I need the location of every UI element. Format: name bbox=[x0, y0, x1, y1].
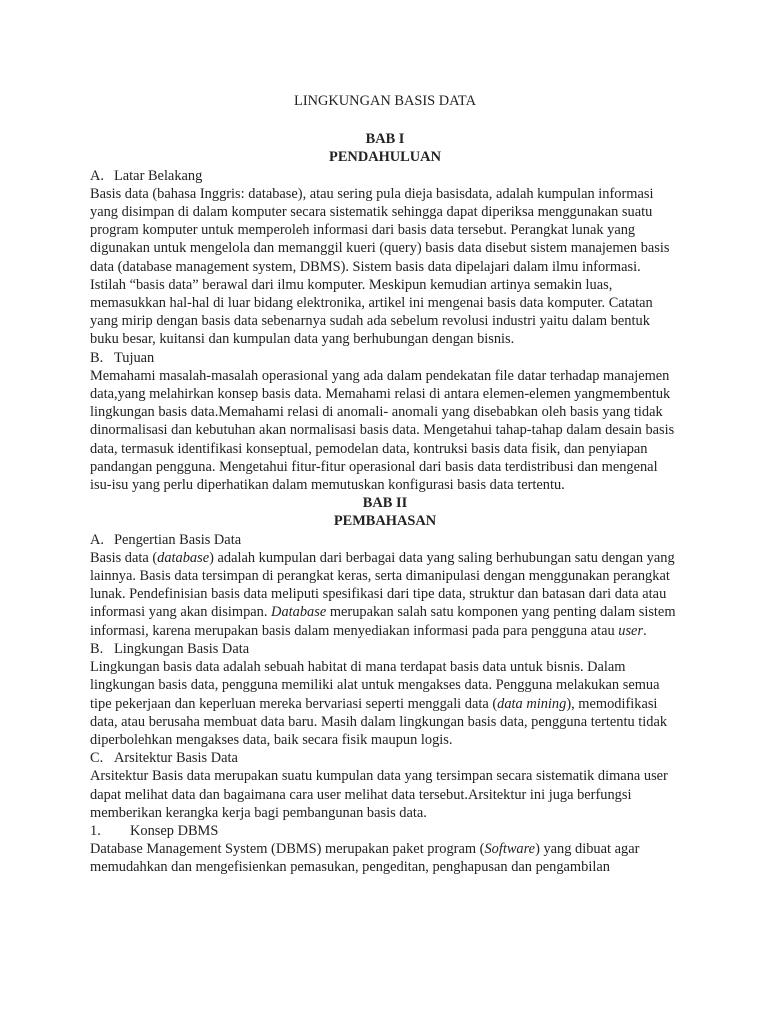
section-letter: C. bbox=[90, 750, 104, 767]
document-page bbox=[90, 92, 680, 877]
paragraph: Arsitektur Basis data merupakan suatu kumpulan data yang tersimpan secara sistematik dimana user dapat melihat data dan bagaimana cara user melihat data tersebut.Arsitektur ini juga berfungsi memberikan kerangka kerja bagi pembangunan basis data. bbox=[90, 768, 668, 821]
text-run: Basis data ( bbox=[90, 549, 158, 566]
section-letter: A. bbox=[90, 531, 104, 548]
section-title: Lingkungan Basis Data bbox=[114, 640, 250, 657]
paragraph: Basis data (bahasa Inggris: database), atau sering pula dieja basisdata, adalah kumpulan informasi yang disimpan di dalam komputer secara sistematik sehingga dapat diperiksa menggunakan suatu program komputer untuk memperoleh informasi dari basis data tersebut. Perangkat lunak yang digunakan untuk mengelola dan memanggil kueri (query) basis data disebut sistem manajemen basis data (database management system, DBMS). Sistem basis data dipelajari dalam ilmu informasi. Istilah “basis data” berawal dari ilmu komputer. Meskipun kemudian artinya semakin luas, memasukkan hal-hal di luar bidang elektronika, artikel ini mengenai basis data komputer. Catatan yang mirip dengan basis data sebenarnya sudah ada sebelum revolusi industri yaitu dalam bentuk buku besar, kuitansi dan kumpulan data yang berhubungan dengan bisnis. bbox=[90, 185, 670, 348]
italic-term: Software bbox=[484, 841, 536, 858]
italic-term: database bbox=[157, 549, 210, 566]
section-title: Pengertian Basis Data bbox=[114, 531, 242, 548]
chapter-label: BAB II bbox=[362, 495, 408, 512]
document-title: LINGKUNGAN BASIS DATA bbox=[294, 93, 476, 109]
text-run: merupakan salah satu komponen yang penting dalam sistem informasi, karena merupakan basis dalam menyediakan informasi pada para pengguna atau bbox=[90, 604, 676, 639]
chapter-name: PENDAHULUAN bbox=[329, 149, 441, 166]
paragraph bbox=[90, 840, 680, 876]
section-letter: B. bbox=[90, 349, 104, 366]
section-heading bbox=[90, 640, 680, 658]
italic-term: data mining bbox=[497, 695, 567, 712]
section-letter: B. bbox=[90, 640, 104, 657]
paragraph bbox=[90, 658, 680, 749]
section-letter: A. bbox=[90, 167, 104, 184]
italic-term: Database bbox=[271, 604, 327, 621]
text-run: Lingkungan basis data adalah sebuah habitat di mana terdapat basis data untuk bisnis. Dalam lingkungan basis data, pengguna memiliki alat untuk mengakses data. Pengguna melakukan semua tipe pekerjaan dan keperluan mereka bervariasi seperti menggali data ( bbox=[90, 659, 660, 712]
paragraph: Memahami masalah-masalah operasional yang ada dalam pendekatan file datar terhadap manajemen data,yang melahirkan konsep basis data. Memahami relasi di antara elemen-elemen yangmembentuk lingkungan basis data.Memahami relasi di anomali- anomali yang disebabkan oleh basis yang tidak dinormalisasi dan kebutuhan akan normalisasi basis data. Mengetahui tahap-tahap dalam desain basis data, termasuk identifikasi konseptual, pemodelan data, kontruksi basis data fisik, dan penyiapan pandangan pengguna. Mengetahui fitur-fitur operasional dari basis data terdistribusi dan mengenal isu-isu yang perlu diperhatikan dalam memutuskan konfigurasi basis data tertentu. bbox=[90, 367, 675, 494]
section-heading bbox=[90, 531, 680, 549]
section-heading bbox=[90, 167, 680, 185]
section-title: Konsep DBMS bbox=[130, 822, 219, 839]
section-heading bbox=[90, 822, 680, 840]
text-run: . bbox=[643, 622, 647, 639]
text-run: ) yang dibuat agar memudahkan dan mengefisienkan pemasukan, pengeditan, penghapusan dan pengambilan bbox=[90, 841, 640, 876]
section-heading bbox=[90, 349, 680, 367]
italic-term: user bbox=[618, 622, 644, 639]
section-title: Latar Belakang bbox=[114, 167, 203, 184]
section-number: 1. bbox=[90, 822, 101, 839]
chapter-name: PEMBAHASAN bbox=[333, 513, 437, 530]
text-run: ) adalah kumpulan dari berbagai data yang saling berhubungan satu dengan yang lainnya. Basis data tersimpan di perangkat keras, serta dimanipulasi dengan menggunakan perangkat lunak. Pendefinisian basis data meliputi spesifikasi dari tipe data, struktur dan batasan dari data atau informasi yang akan disimpan. bbox=[90, 549, 675, 621]
text-run: ), memodifikasi data, atau berusaha membuat data baru. Masih dalam lingkungan basis data, pengguna tertentu tidak diperbolehkan mengakses data, baik secara fisik maupun logis. bbox=[90, 695, 668, 748]
section-heading bbox=[90, 749, 680, 767]
section-title: Arsitektur Basis Data bbox=[114, 750, 238, 767]
section-title: Tujuan bbox=[114, 349, 155, 366]
chapter-label: BAB I bbox=[365, 131, 405, 148]
paragraph bbox=[90, 549, 680, 640]
text-run: Database Management System (DBMS) merupakan paket program ( bbox=[90, 841, 485, 858]
